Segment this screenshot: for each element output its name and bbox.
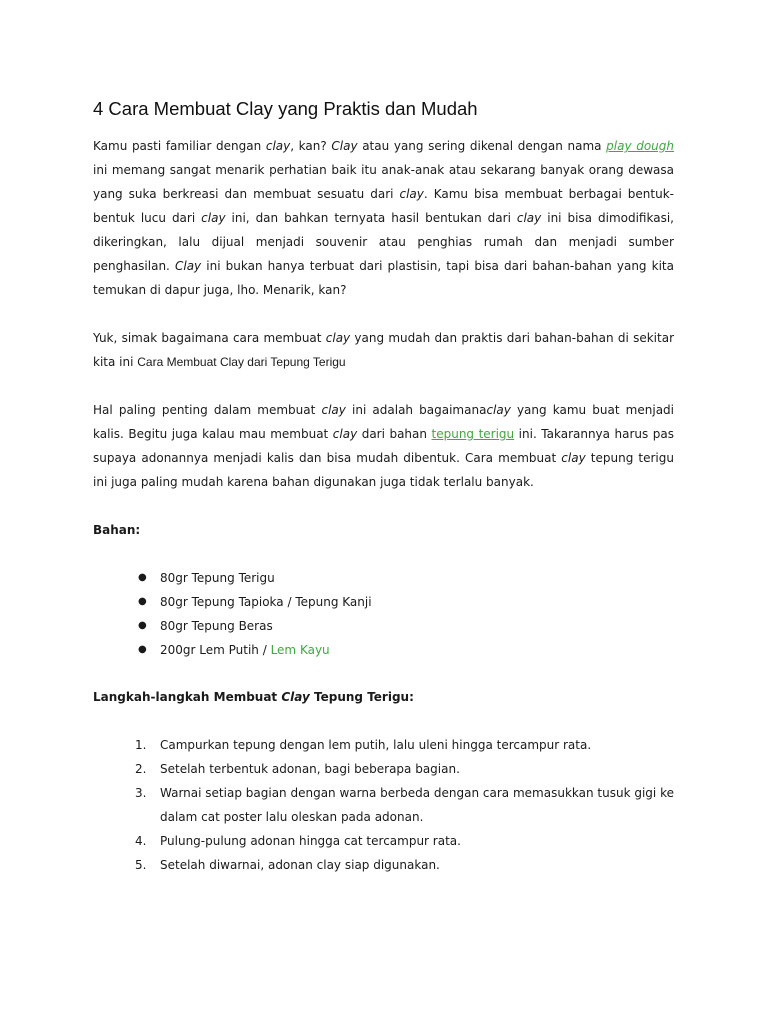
italic-clay: clay	[201, 211, 226, 225]
ingredient-label: 80gr Tepung Tapioka / Tepung Kanji	[160, 595, 372, 609]
bullet-icon: ●	[138, 620, 147, 631]
italic-clay: Clay	[331, 139, 358, 153]
invite-text: Yuk, simak bagaimana cara membuat	[93, 331, 326, 345]
step-text: Setelah diwarnai, adonan clay siap digunakan.	[160, 858, 440, 872]
lem-kayu-link[interactable]: Lem Kayu	[270, 643, 330, 657]
step-text: Setelah terbentuk adonan, bagi beberapa bagian.	[160, 762, 460, 776]
spacer	[93, 662, 674, 685]
italic-clay: clay	[325, 331, 351, 345]
bullet-icon: ●	[138, 572, 147, 583]
step-number: 5.	[135, 858, 147, 872]
langkah-heading	[93, 685, 674, 709]
intro-paragraph	[93, 134, 674, 302]
intro-text: , kan?	[290, 139, 332, 153]
italic-clay: clay	[321, 403, 346, 417]
tepung-terigu-link[interactable]: tepung terigu	[431, 427, 515, 441]
kalis-text: ini adalah bagaimana	[345, 403, 487, 417]
kalis-paragraph	[93, 398, 674, 494]
kalis-text: dari bahan	[357, 427, 432, 441]
step-text: Pulung-pulung adonan hingga cat tercampur rata.	[160, 834, 461, 848]
list-item	[93, 590, 674, 614]
kalis-text: tepung terigu ini juga paling mudah karena bahan digunakan juga tidak terlalu banyak.	[93, 451, 674, 489]
kalis-text: ini. Takarannya harus pas supaya adonannya menjadi kalis dan bisa mudah dibentuk. Cara membuat	[93, 427, 675, 465]
bahan-heading: Bahan:	[93, 523, 141, 537]
intro-text: ini memang sangat menarik perhatian baik itu anak-anak atau sekarang banyak orang dewasa yang suka berkreasi dan membuat sesuatu dari	[93, 163, 674, 201]
intro-text: ini, dan bahkan ternyata hasil bentukan dari	[225, 211, 517, 225]
step-item	[93, 853, 674, 877]
invite-paragraph	[93, 326, 674, 374]
kalis-text: Hal paling penting dalam membuat	[93, 403, 322, 417]
spacer	[93, 302, 674, 326]
step-item	[93, 829, 674, 853]
list-item	[93, 638, 674, 662]
intro-text: . Kamu bisa membuat berbagai bentuk-bentuk lucu dari	[93, 187, 674, 225]
ingredient-list	[93, 566, 674, 662]
langkah-heading-text: Tepung Terigu:	[309, 690, 414, 704]
step-item	[93, 733, 674, 757]
ingredient-label: 200gr Lem Putih /	[160, 643, 271, 657]
intro-text: ini bisa dimodifikasi, dikeringkan, lalu dijual menjadi souvenir atau penghias rumah dan menjadi sumber penghasilan.	[93, 211, 674, 273]
bullet-icon: ●	[138, 644, 147, 655]
bullet-icon: ●	[138, 596, 147, 607]
document-title: 4 Cara Membuat Clay yang Praktis dan Mudah	[93, 98, 478, 119]
ingredient-label: 80gr Tepung Terigu	[160, 571, 275, 585]
italic-clay: clay	[486, 403, 511, 417]
step-text: Campurkan tepung dengan lem putih, lalu uleni hingga tercampur rata.	[160, 738, 592, 752]
document-page	[93, 96, 674, 877]
langkah-heading-text: Langkah-langkah Membuat	[93, 690, 282, 704]
list-item	[93, 566, 674, 590]
italic-clay: Clay	[281, 690, 310, 704]
invite-text: yang mudah dan praktis dari bahan-bahan di sekitar kita ini	[93, 331, 674, 369]
italic-clay: clay	[332, 427, 358, 441]
intro-text: ini bukan hanya terbuat dari plastisin, tapi bisa dari bahan-bahan yang kita temukan di dapur juga, lho. Menarik, kan?	[93, 259, 674, 297]
italic-clay: clay	[561, 451, 586, 465]
spacer	[93, 709, 674, 733]
italic-clay: clay	[516, 211, 542, 225]
spacer	[93, 494, 674, 518]
spacer	[93, 542, 674, 566]
step-item	[93, 781, 674, 829]
intro-text: Kamu pasti familiar dengan	[93, 139, 266, 153]
intro-text: atau yang sering dikenal dengan nama	[357, 139, 607, 153]
italic-clay: Clay	[174, 259, 202, 273]
step-number: 3.	[135, 786, 147, 800]
section-heading-inline: Cara Membuat Clay dari Tepung Terigu	[137, 355, 346, 369]
step-number: 1.	[135, 738, 147, 752]
steps-list	[93, 733, 674, 877]
step-number: 2.	[135, 762, 147, 776]
step-text: Warnai setiap bagian dengan warna berbeda dengan cara memasukkan tusuk gigi ke dalam cat poster lalu oleskan pada adonan.	[160, 786, 674, 824]
play-dough-link[interactable]: play dough	[606, 139, 674, 153]
italic-clay: clay	[265, 139, 291, 153]
italic-clay: clay	[399, 187, 424, 201]
spacer	[93, 374, 674, 398]
kalis-text: yang kamu buat menjadi kalis. Begitu juga kalau mau membuat	[93, 403, 675, 441]
step-item	[93, 757, 674, 781]
ingredient-label: 80gr Tepung Beras	[160, 619, 273, 633]
step-number: 4.	[135, 834, 147, 848]
list-item	[93, 614, 674, 638]
